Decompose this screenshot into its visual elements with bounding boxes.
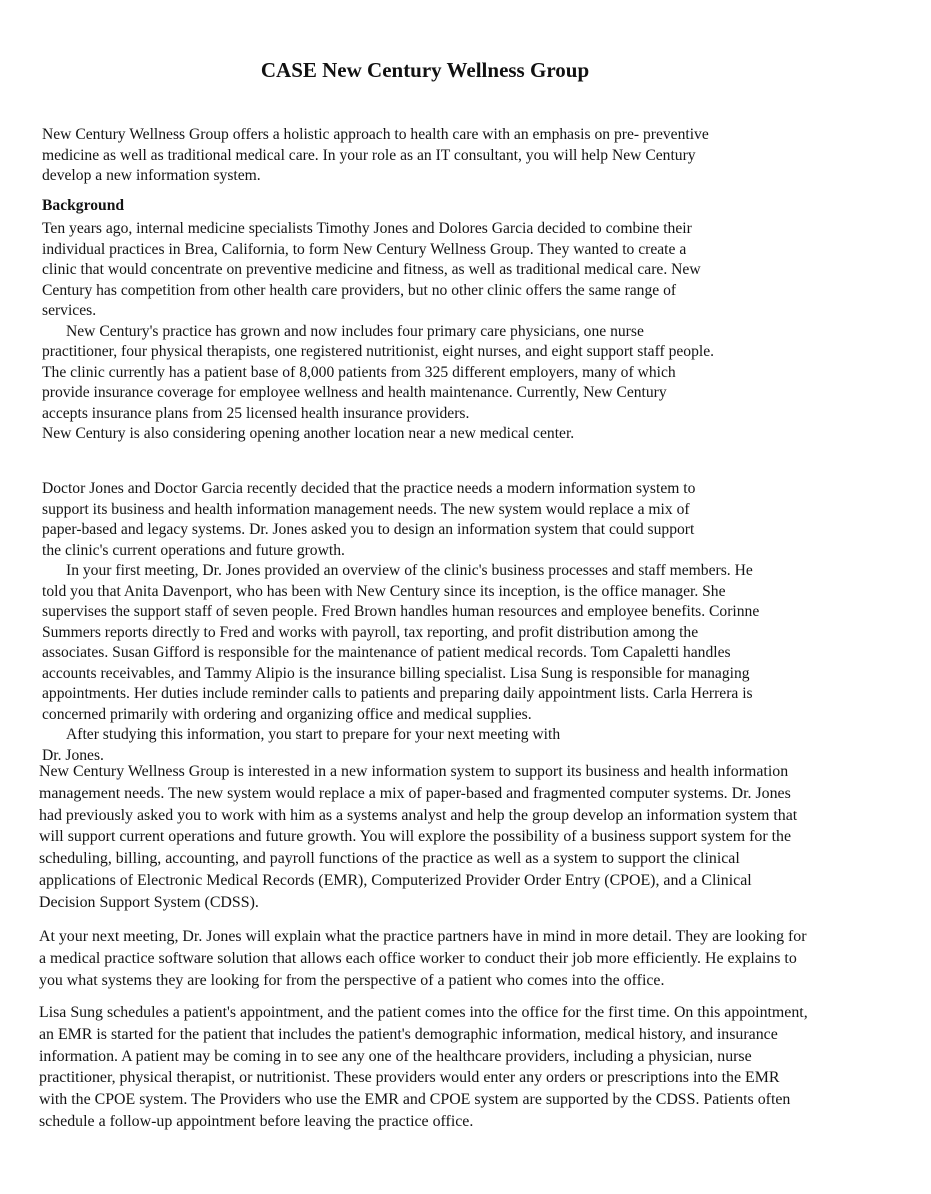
background-paragraph xyxy=(42,219,832,445)
text-line: Dr. Jones. xyxy=(42,746,104,764)
text-line: practitioner, physical therapist, or nutritionist. These providers would enter any orders or prescriptions into the EMR xyxy=(39,1069,780,1087)
text-line: After studying this information, you start to prepare for your next meeting with xyxy=(66,726,561,743)
text-line: schedule a follow-up appointment before leaving the practice office. xyxy=(39,1112,474,1130)
text-line: with the CPOE system. The Providers who use the EMR and CPOE system are supported by the CDSS. Patients often xyxy=(39,1091,791,1109)
meeting-paragraph xyxy=(42,479,872,766)
text-line: Century has competition from other health care providers, but no other clinic offers the same range of xyxy=(42,281,677,299)
text-line: scheduling, billing, accounting, and payroll functions of the practice as well as a system to support the clinical xyxy=(39,850,740,868)
text-line: Ten years ago, internal medicine specialists Timothy Jones and Dolores Garcia decided to combine their xyxy=(42,220,692,237)
text-line: Doctor Jones and Doctor Garcia recently decided that the practice needs a modern information system to xyxy=(42,480,696,497)
text-line: support its business and health information management needs. The new system would replace a mix of xyxy=(42,500,690,518)
text-line: develop a new information system. xyxy=(42,167,261,184)
text-line: will support current operations and future growth. You will explore the possibility of a business support system for the xyxy=(39,828,792,846)
text-line: Summers reports directly to Fred and works with payroll, tax reporting, and profit distribution among the xyxy=(42,623,699,641)
text-line: clinic that would concentrate on preventive medicine and fitness, as well as traditional medical care. New xyxy=(42,261,701,278)
patient-paragraph xyxy=(39,1002,899,1133)
text-line: In your first meeting, Dr. Jones provided an overview of the clinic's business processes and staff members. He xyxy=(66,562,753,579)
text-line: New Century Wellness Group offers a holistic approach to health care with an emphasis on pre- preventive xyxy=(42,126,709,143)
text-line: accepts insurance plans from 25 licensed health insurance providers. xyxy=(42,404,470,422)
text-line: a medical practice software solution that allows each office worker to conduct their job more efficiently. He explains to xyxy=(39,949,797,967)
text-line: New Century Wellness Group is interested in a new information system to support its business and health information xyxy=(39,763,789,780)
next-meeting-paragraph xyxy=(39,926,899,991)
text-line: you what systems they are looking for from the perspective of a patient who comes into the office. xyxy=(39,971,665,989)
text-line: Lisa Sung schedules a patient's appointment, and the patient comes into the office for the first time. On this appointment, xyxy=(39,1004,808,1021)
text-line: appointments. Her duties include reminder calls to patients and preparing daily appointment lists. Carla Herrera is xyxy=(42,685,753,702)
text-line: concerned primarily with ordering and organizing office and medical supplies. xyxy=(42,705,532,723)
text-line: services. xyxy=(42,302,97,319)
text-line: told you that Anita Davenport, who has been with New Century since its inception, is the office manager. She xyxy=(42,582,726,600)
text-line: supervises the support staff of seven people. Fred Brown handles human resources and employee benefits. Corinne xyxy=(42,603,760,620)
text-line: accounts receivables, and Tammy Alipio is the insurance billing specialist. Lisa Sung is responsible for managing xyxy=(42,664,750,682)
text-line: had previously asked you to work with him as a systems analyst and help the group develop an information system that xyxy=(39,806,798,824)
text-line: The clinic currently has a patient base of 8,000 patients from 325 different employers, many of which xyxy=(42,363,676,381)
text-line: practitioner, four physical therapists, one registered nutritionist, eight nurses, and eight support staff people. xyxy=(42,343,715,360)
text-line: At your next meeting, Dr. Jones will explain what the practice partners have in mind in more detail. They are looking for xyxy=(39,928,807,945)
intro-paragraph xyxy=(42,125,832,187)
text-line: individual practices in Brea, California, to form New Century Wellness Group. They wanted to create a xyxy=(42,240,687,258)
text-line: Decision Support System (CDSS). xyxy=(39,893,259,911)
text-line: the clinic's current operations and future growth. xyxy=(42,541,345,559)
system-paragraph xyxy=(39,761,899,914)
background-heading: Background xyxy=(42,197,125,214)
text-line: information. A patient may be coming in to see any one of the healthcare providers, including a physician, nurse xyxy=(39,1047,752,1065)
text-line: applications of Electronic Medical Records (EMR), Computerized Provider Order Entry (CPOE), and a Clinical xyxy=(39,871,752,889)
text-line: New Century's practice has grown and now includes four primary care physicians, one nurse xyxy=(66,322,644,340)
text-line: medicine as well as traditional medical care. In your role as an IT consultant, you will help New Century xyxy=(42,146,696,164)
text-line: New Century is also considering opening another location near a new medical center. xyxy=(42,425,575,442)
text-line: paper-based and legacy systems. Dr. Jones asked you to design an information system that could support xyxy=(42,521,695,538)
text-line: provide insurance coverage for employee wellness and health maintenance. Currently, New Century xyxy=(42,384,667,401)
text-line: associates. Susan Gifford is responsible for the maintenance of patient medical records. Tom Capaletti handles xyxy=(42,644,731,661)
text-line: management needs. The new system would replace a mix of paper-based and fragmented computer systems. Dr. Jones xyxy=(39,784,791,802)
text-line: an EMR is started for the patient that includes the patient's demographic information, medical history, and insurance xyxy=(39,1025,778,1043)
page-title: CASE New Century Wellness Group xyxy=(260,58,590,82)
